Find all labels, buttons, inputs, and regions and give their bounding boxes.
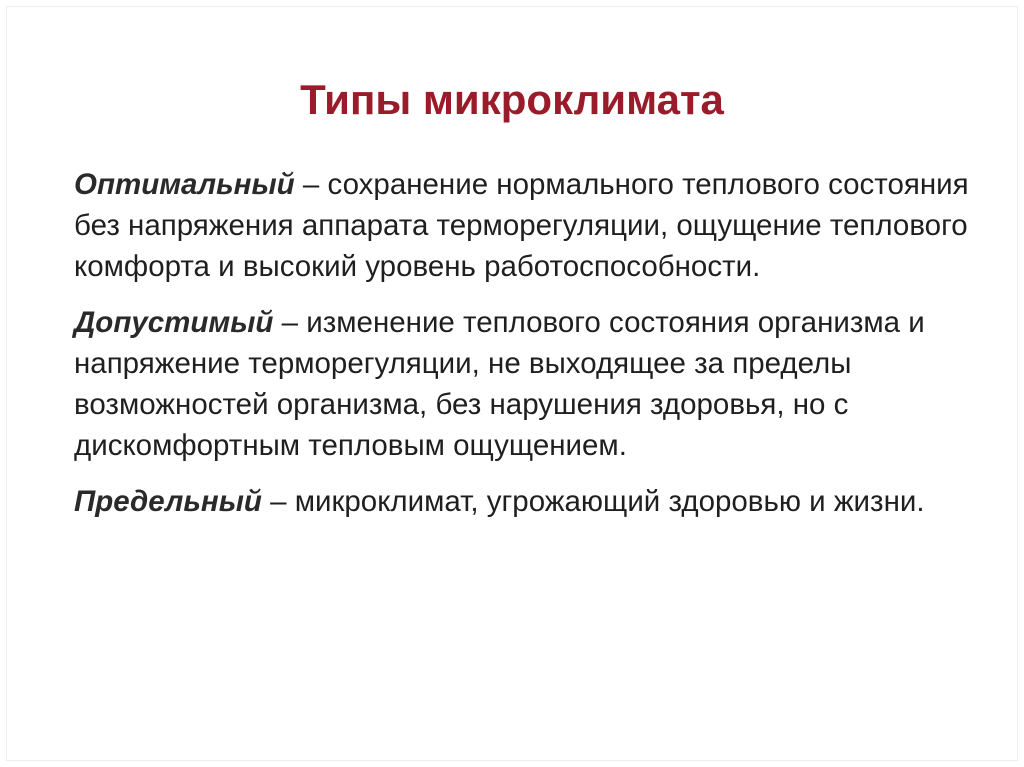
paragraph-acceptable — [74, 302, 974, 466]
paragraph-extreme — [74, 481, 974, 522]
paragraph-optimal — [74, 164, 974, 287]
term-acceptable: Допустимый — [74, 306, 274, 339]
definition-optimal: сохранение нормального теплового состояния без напряжения аппарата терморегуляции, ощущение теплового комфорта и высокий уровень работоспособности. — [74, 168, 969, 283]
separator-acceptable: – — [273, 306, 307, 339]
definition-extreme: микроклимат, угрожающий здоровью и жизни. — [294, 485, 925, 518]
slide-content — [74, 164, 974, 537]
slide-title: Типы микроклимата — [300, 76, 724, 123]
term-extreme: Предельный — [74, 485, 262, 518]
term-optimal: Оптимальный — [74, 168, 295, 201]
separator-extreme: – — [261, 485, 295, 518]
definition-acceptable: изменение теплового состояния организма и напряжение терморегуляции, не выходящее за пределы возможностей организма, без нарушения здоровья, но с дискомфортным тепловым ощущением. — [74, 306, 925, 462]
separator-optimal: – — [294, 168, 328, 201]
